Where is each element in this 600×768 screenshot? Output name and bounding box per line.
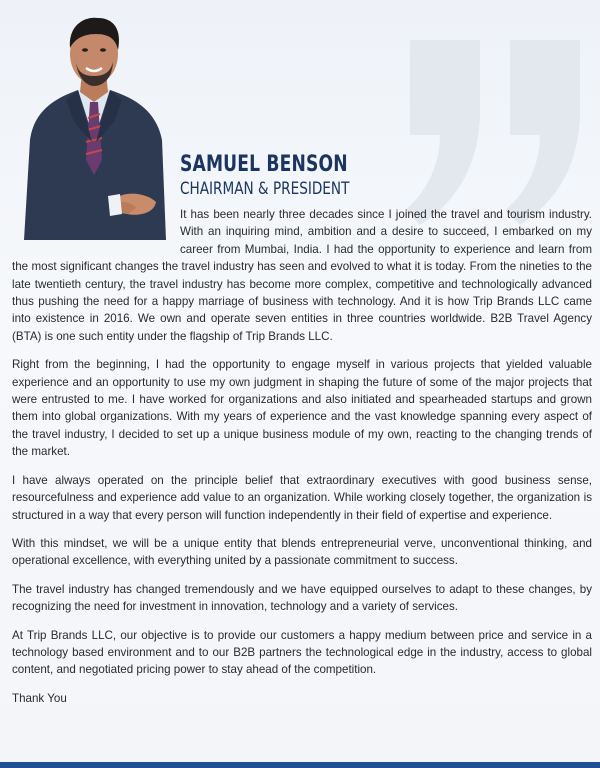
paragraph-6: At Trip Brands LLC, our objective is to provide our customers a happy medium between price and service in a technology based environment and to our B2B partners the technological edge in the industry, access to global content, and negotiated pricing power to stay ahead of the competition. [12, 628, 592, 677]
quote-mark-icon [400, 40, 590, 230]
portrait-spacer [12, 206, 180, 242]
paragraph-1: It has been nearly three decades since I joined the travel and tourism industry. With an inquiring mind, ambition and a desire to succeed, I embarked on my career from Mumbai, India. I had the opportunity to experience and learn from the most significant changes the travel industry has seen and evolved to what it is today. From the nineties to the late twentieth century, the travel industry has become more complex, competitive and technologically advanced thus pushing the need for a happy marriage of business with technology. And it is how Trip Brands LLC came into existence in 2016. We own and operate seven entities in three countries worldwide. B2B Travel Agency (BTA) is one such entity under the flagship of Trip Brands LLC. [12, 208, 592, 343]
closing-text: Thank You [12, 691, 67, 705]
paragraph-4: With this mindset, we will be a unique entity that blends entrepreneurial verve, unconventional thinking, and operational excellence, with everything united by a passionate commitment to success. [12, 536, 592, 568]
footer-bar [0, 762, 600, 768]
executive-title: CHAIRMAN & PRESIDENT [180, 179, 350, 199]
paragraph-5: The travel industry has changed tremendously and we have equipped ourselves to adapt to these changes, by recognizing the need for investment in innovation, technology and a variety of services. [12, 582, 592, 614]
executive-name: SAMUEL BENSON [180, 152, 348, 177]
message-body [12, 206, 592, 707]
paragraph-2: Right from the beginning, I had the opportunity to engage myself in various projects that yielded valuable experience and an opportunity to use my own judgment in shaping the future of some of the major projects that were entrusted to me. I have worked for organizations and also initiated and spearheaded startups and grown them into global organizations. With my years of experience and the vast knowledge spanning every aspect of the travel industry, I decided to set up a unique business module of my own, reacting to the changing trends of the market. [12, 358, 592, 459]
paragraph-3: I have always operated on the principle belief that extraordinary executives with good business sense, resourcefulness and experience add value to an organization. While working closely together, the organization is structured in a way that every person will function independently in their field of expertise and experience. [12, 473, 592, 522]
